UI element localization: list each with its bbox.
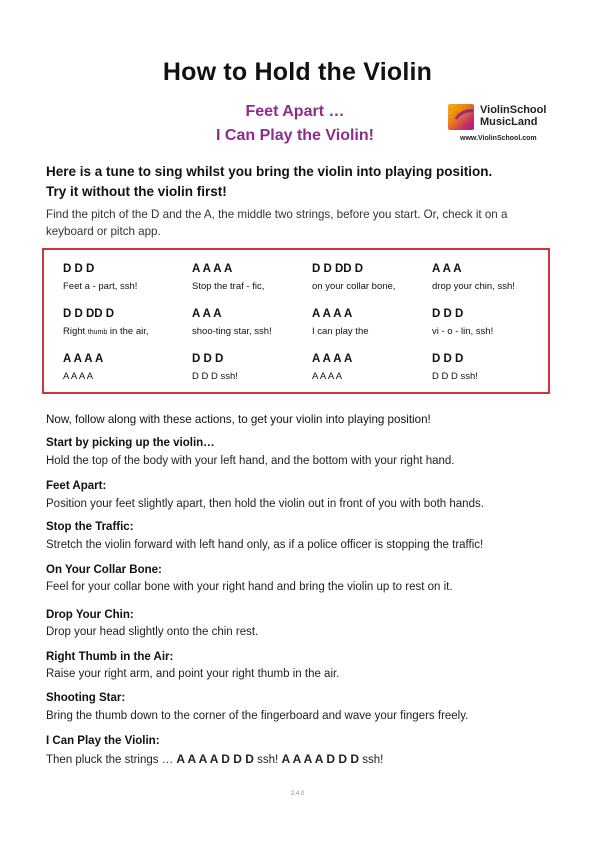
intro-line2: Try it without the violin first! <box>46 184 227 199</box>
violinschool-logo <box>448 104 558 148</box>
row2-lyrics-4: vi - o - lin, ssh! <box>432 326 494 337</box>
step-feet-apart-heading: Feet Apart: <box>46 480 107 492</box>
step-pickup-heading: Start by picking up the violin… <box>46 437 215 449</box>
row2-lyrics-in-the-air: in the air, <box>107 326 149 337</box>
intro-line1: Here is a tune to sing whilst you bring the violin into playing position. <box>46 164 493 179</box>
logo-line1: ViolinSchool <box>480 104 547 116</box>
row2-notes-1: D D DD D <box>63 308 115 320</box>
find-pitch-line1: Find the pitch of the D and the A, the middle two strings, before you start. Or, check it on a <box>46 208 508 221</box>
row3-notes-1: A A A A <box>63 353 104 365</box>
row2-notes-4: D D D <box>432 308 464 320</box>
step-collar-bone-text: Feel for your collar bone with your right hand and bring the violin up to rest on it. <box>46 581 453 593</box>
row1-lyrics-1: Feet a - part, ssh! <box>63 281 138 292</box>
row3-lyrics-2: D D D ssh! <box>192 371 238 382</box>
step-collar-bone-heading: On Your Collar Bone: <box>46 564 162 576</box>
row2-lyrics-1 <box>63 326 149 337</box>
row1-notes-3: D D DD D <box>312 263 364 275</box>
row1-lyrics-3: on your collar bone, <box>312 281 396 292</box>
step-drop-chin-text: Drop your head slightly onto the chin rest. <box>46 626 259 638</box>
pluck-ssh-1: ssh! <box>253 754 282 766</box>
version-number: 2.4.0 <box>290 791 305 797</box>
page-title: How to Hold the Violin <box>162 58 433 86</box>
follow-along-text: Now, follow along with these actions, to get your violin into playing position! <box>46 413 431 426</box>
row1-notes-2: A A A A <box>192 263 233 275</box>
step-stop-traffic-heading: Stop the Traffic: <box>46 521 134 533</box>
pluck-notes-1: A A A A D D D <box>176 752 254 766</box>
step-stop-traffic-text: Stretch the violin forward with left hand only, as if a police officer is stopping the traffic! <box>46 539 484 551</box>
row2-lyrics-thumb: thumb <box>87 329 108 336</box>
step-i-can-play-heading: I Can Play the Violin: <box>46 735 160 747</box>
row3-notes-2: D D D <box>192 353 224 365</box>
subtitle-feet-apart: Feet Apart … <box>245 103 345 120</box>
logo-line2: MusicLand <box>480 116 538 128</box>
pluck-ssh-2: ssh! <box>359 754 384 766</box>
step-i-can-play-text <box>46 752 383 766</box>
row2-lyrics-2: shoo-ting star, ssh! <box>192 326 272 337</box>
logo-mark-icon <box>448 104 474 130</box>
subtitle-i-can-play: I Can Play the Violin! <box>216 127 374 144</box>
row1-lyrics-4: drop your chin, ssh! <box>432 281 515 292</box>
row3-lyrics-3: A A A A <box>312 371 343 382</box>
row1-notes-4: A A A <box>432 263 462 275</box>
step-drop-chin-heading: Drop Your Chin: <box>46 609 134 621</box>
step-pickup-text: Hold the top of the body with your left hand, and the bottom with your right hand. <box>46 455 455 467</box>
row1-notes-1: D D D <box>63 263 95 275</box>
pluck-notes-2: A A A A D D D <box>281 752 360 766</box>
step-feet-apart-text: Position your feet slightly apart, then hold the violin out in front of you with both hands. <box>46 498 484 510</box>
song-lyrics-box <box>42 248 550 394</box>
row2-notes-3: A A A A <box>312 308 353 320</box>
find-pitch-text <box>46 206 556 240</box>
find-pitch-line2: keyboard or pitch app. <box>46 225 161 238</box>
logo-url: www.ViolinSchool.com <box>460 135 537 142</box>
step-shooting-star-heading: Shooting Star: <box>46 692 126 704</box>
step-right-thumb-heading: Right Thumb in the Air: <box>46 651 174 663</box>
row2-lyrics-3: I can play the <box>312 326 369 337</box>
row3-notes-3: A A A A <box>312 353 353 365</box>
row3-lyrics-1: A A A A <box>63 371 94 382</box>
step-shooting-star-text: Bring the thumb down to the corner of the fingerboard and wave your fingers freely. <box>46 710 469 722</box>
row2-notes-2: A A A <box>192 308 222 320</box>
row3-lyrics-4: D D D ssh! <box>432 371 478 382</box>
pluck-prefix: Then pluck the strings … <box>46 754 177 766</box>
row3-notes-4: D D D <box>432 353 464 365</box>
row1-lyrics-2: Stop the traf - fic, <box>192 281 265 292</box>
row2-lyrics-right: Right <box>63 326 86 337</box>
step-right-thumb-text: Raise your right arm, and point your right thumb in the air. <box>46 668 340 680</box>
